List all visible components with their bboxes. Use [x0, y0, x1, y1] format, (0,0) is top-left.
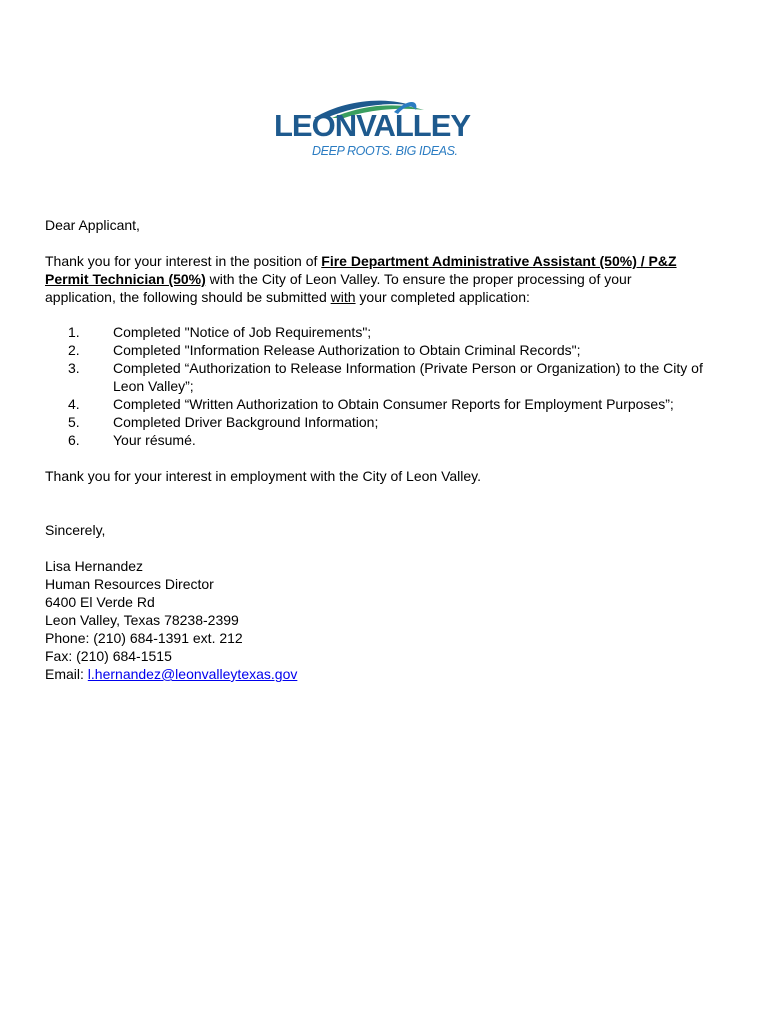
address-line-1: 6400 El Verde Rd — [45, 594, 155, 610]
list-number: 5. — [68, 414, 80, 430]
list-text: Your résumé. — [113, 432, 196, 448]
email-link[interactable]: l.hernandez@leonvalleytexas.gov — [87, 666, 298, 682]
list-text: Completed “Authorization to Release Information (Private Person or Organization) to the City of Leon Valley”; — [113, 360, 703, 394]
list-item — [45, 341, 735, 359]
fax-line: Fax: (210) 684-1515 — [45, 648, 172, 664]
signature-block — [45, 557, 735, 683]
intro-post: your completed application: — [355, 289, 530, 305]
list-item — [45, 395, 735, 413]
position-title: Fire Department Administrative Assistant (50%) / P&Z Permit Technician (50%) — [45, 253, 677, 287]
list-text: Completed "Information Release Authorization to Obtain Criminal Records"; — [113, 342, 581, 358]
signer-title: Human Resources Director — [45, 576, 214, 592]
list-number: 4. — [68, 396, 80, 412]
list-number: 6. — [68, 432, 80, 448]
intro-pre: Thank you for your interest in the position of — [45, 253, 322, 269]
list-item — [45, 431, 735, 449]
list-text: Completed "Notice of Job Requirements"; — [113, 324, 372, 340]
list-number: 1. — [68, 324, 80, 340]
list-text: Completed “Written Authorization to Obtain Consumer Reports for Employment Purposes”; — [113, 396, 674, 412]
email-label: Email: — [45, 666, 88, 682]
list-item — [45, 413, 735, 431]
list-item — [45, 359, 735, 395]
greeting: Dear Applicant, — [45, 217, 140, 233]
address-line-2: Leon Valley, Texas 78238-2399 — [45, 612, 239, 628]
requirements-list — [45, 323, 735, 449]
closing-line: Thank you for your interest in employment with the City of Leon Valley. — [45, 468, 482, 484]
list-text: Completed Driver Background Information; — [113, 414, 379, 430]
logo-tagline: DEEP ROOTS. BIG IDEAS. — [312, 144, 458, 158]
logo-wordmark: LEONVALLEY — [274, 108, 471, 143]
intro-paragraph — [45, 252, 705, 306]
intro-mid: with the City of Leon Valley. To ensure the proper processing of your application, the following should be submitted — [45, 271, 632, 305]
leon-valley-logo — [274, 96, 496, 162]
list-item — [45, 323, 735, 341]
intro-with: with — [330, 289, 356, 305]
list-number: 3. — [68, 360, 80, 376]
email-line — [45, 665, 735, 683]
list-number: 2. — [68, 342, 80, 358]
phone-line: Phone: (210) 684-1391 ext. 212 — [45, 630, 243, 646]
letter-body — [45, 216, 735, 683]
signer-name: Lisa Hernandez — [45, 558, 144, 574]
sign-off: Sincerely, — [45, 522, 106, 538]
